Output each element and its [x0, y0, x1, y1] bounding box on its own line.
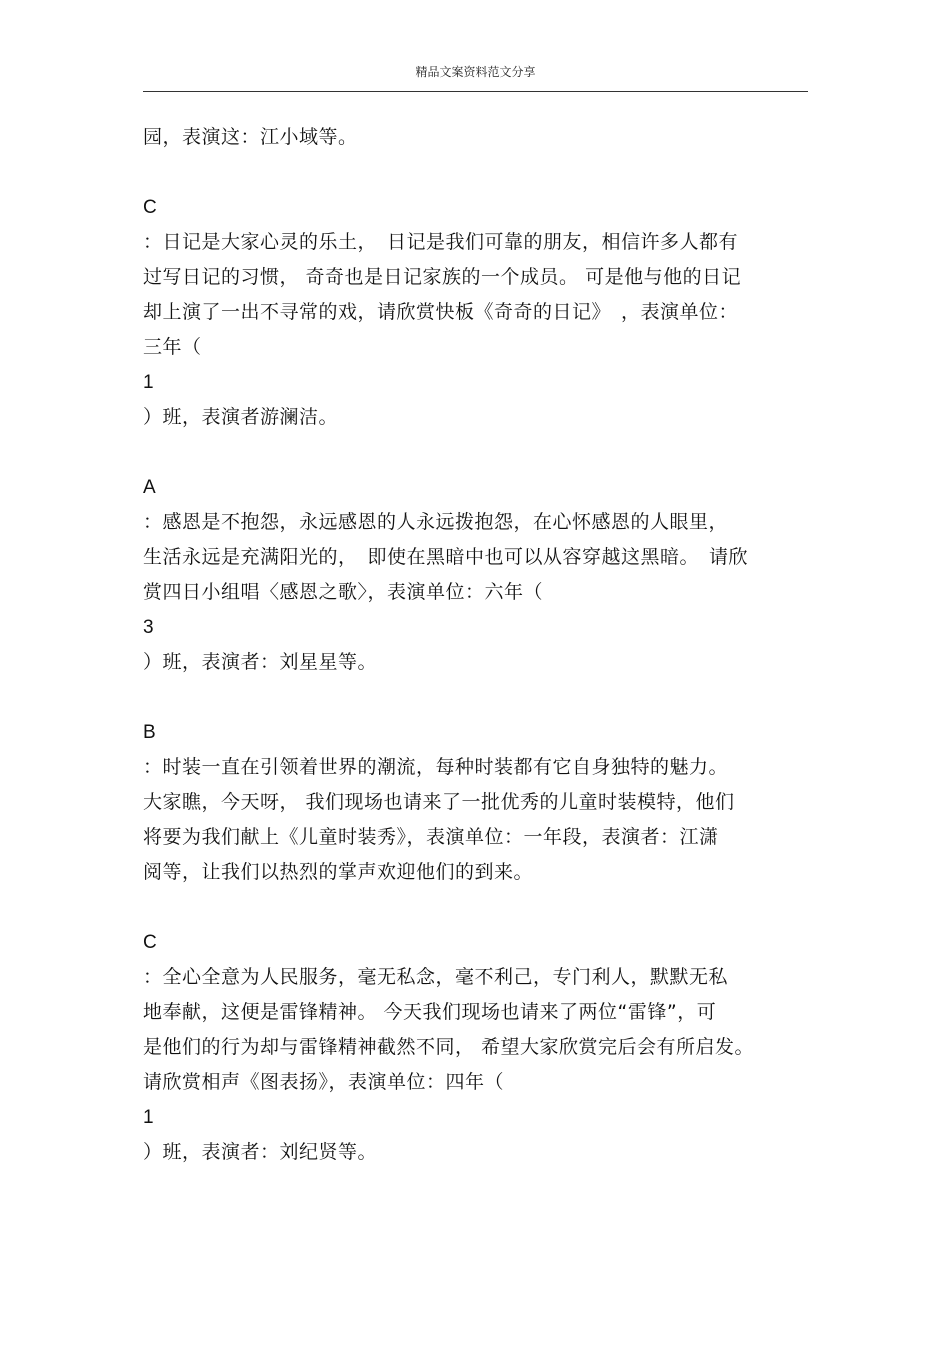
speaker-label: A [143, 477, 157, 498]
text-line: 赏四日小组唱〈感恩之歌〉，表演单位：六年（ [143, 581, 544, 603]
text-line: ）班，表演者：刘纪贤等。 [143, 1141, 378, 1163]
page-header: 精品文案资料范文分享 [415, 65, 536, 79]
text-line: ：感恩是不抱怨，永远感恩的人永远拨抱怨，在心怀感恩的人眼里， [143, 511, 729, 533]
text-line: 园，表演这：江小域等。 [143, 126, 358, 148]
blank-line [143, 435, 813, 470]
text-line: 将要为我们献上《儿童时装秀》，表演单位：一年段，表演者：江潇 [143, 826, 719, 848]
class-number: 3 [143, 617, 155, 638]
text-line: 阅等，让我们以热烈的掌声欢迎他们的到来。 [143, 861, 534, 883]
blank-line [143, 680, 813, 715]
document-body [143, 120, 813, 1170]
text-line: ：全心全意为人民服务，毫无私念，毫不利己，专门利人，默默无私 [143, 966, 729, 988]
speaker-label: C [143, 197, 158, 218]
text-line: 请欣赏相声《图表扬》，表演单位：四年（ [143, 1071, 505, 1093]
text-line: 地奉献，这便是雷锋精神。 今天我们现场也请来了两位“雷锋”，可 [143, 1001, 717, 1023]
blank-line [143, 890, 813, 925]
text-line: 过写日记的习惯， 奇奇也是日记家族的一个成员。 可是他与他的日记 [143, 266, 742, 288]
text-line: 是他们的行为却与雷锋精神截然不同， 希望大家欣赏完后会有所启发。 [143, 1036, 755, 1058]
text-line: ）班，表演者游澜洁。 [143, 406, 339, 428]
class-number: 1 [143, 1107, 155, 1128]
text-line: ：时装一直在引领着世界的潮流，每种时装都有它自身独特的魅力。 [143, 756, 729, 778]
text-line: ：日记是大家心灵的乐土， 日记是我们可靠的朋友，相信许多人都有 [143, 231, 739, 253]
text-line: 三年（ [143, 336, 202, 358]
text-line: 生活永远是充满阳光的， 即使在黑暗中也可以从容穿越这黑暗。 请欣 [143, 546, 749, 568]
header-divider [143, 91, 808, 92]
speaker-label: B [143, 722, 157, 743]
blank-line [143, 155, 813, 190]
text-line: 却上演了一出不寻常的戏，请欣赏快板《奇奇的日记》 ，表演单位： [143, 301, 739, 323]
text-line: 大家瞧，今天呀， 我们现场也请来了一批优秀的儿童时装模特，他们 [143, 791, 735, 813]
speaker-label: C [143, 932, 158, 953]
text-line: ）班，表演者：刘星星等。 [143, 651, 378, 673]
class-number: 1 [143, 372, 155, 393]
